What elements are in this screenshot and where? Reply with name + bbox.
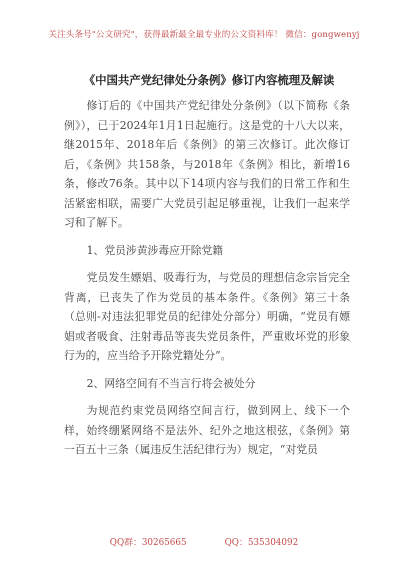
qq-group-number: QQ群：30265665 bbox=[109, 538, 187, 548]
section-heading: 1、党员涉黄涉毒应开除党籍 bbox=[86, 243, 224, 257]
spacer bbox=[64, 393, 350, 401]
contact-footer bbox=[0, 535, 408, 548]
section-heading: 2、网络空间有不当言行将会被处分 bbox=[86, 376, 256, 390]
document-title: 《中国共产党纪律处分条例》修订内容梳理及解读 bbox=[83, 73, 335, 87]
section-paragraph: 党员发生嫖娼、吸毒行为，与党员的理想信念宗旨完全背离，已丧失了作为党员的基本条件。《条例》第三十条（总则-对违法犯罪党员的纪律处分部分）明确，“党员有嫖娼或者吸食、注射毒品等丧失党员条件，严重败坏党的形象行为的，应当给予开除党籍处分”。 bbox=[64, 271, 350, 362]
spacer bbox=[64, 233, 350, 241]
qq-number: QQ：535304092 bbox=[224, 538, 299, 548]
document-body bbox=[64, 96, 350, 460]
spacer bbox=[64, 260, 350, 268]
promo-banner: 关注头条号"公文研究"，获得最新最全最专业的公文资料库！ 微信：gongwenyj bbox=[48, 30, 360, 40]
section-paragraph: 为规范约束党员网络空间言行，做到网上、线下一个样，始终绷紧网络不是法外、纪外之地这根弦，《条例》第一百五十三条（属违反生活纪律行为）规定，“对党员 bbox=[64, 404, 350, 456]
intro-paragraph: 修订后的《中国共产党纪律处分条例》（以下简称《条例》），已于2024年1月1日起施行。这是党的十八大以来，继2015年、2018年后《条例》的第三次修订。此次修订后，《条例》共158条，与2018年《条例》相比，新增16条，修改76条。其中以下14项内容与我们的日常工作和生活紧密相联，需要广大党员引起足够重视，让我们一起来学习和了解下。 bbox=[64, 99, 350, 229]
spacer bbox=[64, 366, 350, 374]
